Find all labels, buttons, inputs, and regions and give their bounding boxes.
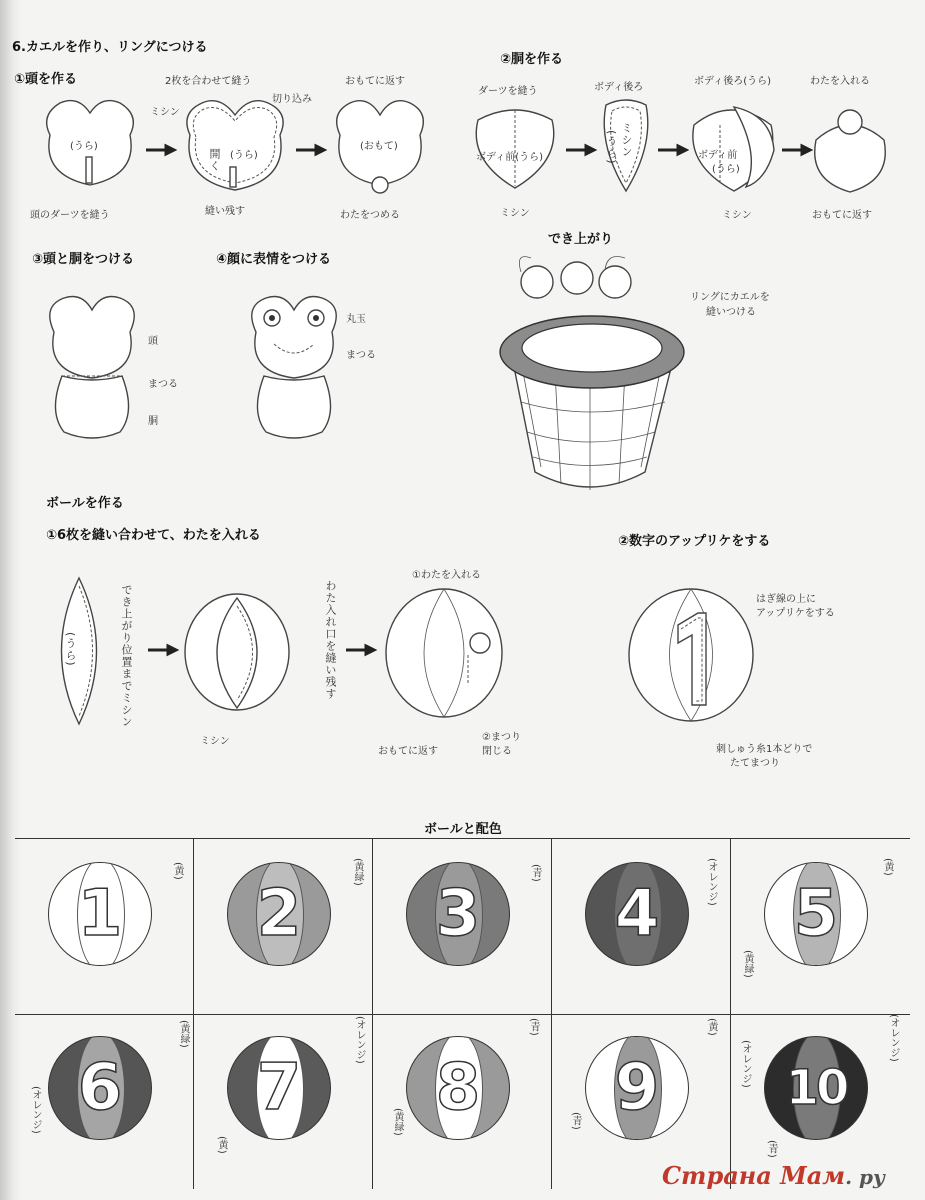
arrow-right-icon <box>148 645 178 655</box>
ball-color-label: (オレンジ) <box>740 1040 751 1088</box>
body-back-ura-label: ボディ後ろ(うら) <box>694 76 772 87</box>
ball-color-label: (黄緑) <box>352 858 363 886</box>
ball-color-label: (黄) <box>882 858 893 876</box>
body-front-label: ボディ前(うら) <box>476 152 544 163</box>
arrow-right-icon <box>782 145 812 155</box>
ball-applique-illustration <box>626 585 756 725</box>
ball-4 <box>585 862 689 966</box>
kirikomi-label: 切り込み <box>272 94 312 105</box>
head-ura-label-2: (うら) <box>230 150 258 161</box>
applique-note-2: アップリケをする <box>756 608 835 619</box>
ball-number: 9 <box>614 1051 660 1125</box>
ball-5 <box>764 862 868 966</box>
ball-color-label: (黄) <box>216 1136 227 1154</box>
matsuri-label-1: ②まつり <box>482 732 521 743</box>
dekiagari-title: でき上がり <box>548 232 614 247</box>
ball-panel-illustration <box>44 576 114 726</box>
ball-number: 7 <box>256 1051 302 1125</box>
head-body-join-illustration <box>42 292 142 442</box>
ball-color-label: (オレンジ) <box>888 1014 899 1062</box>
wata-tsumeru-label: わたをつめる <box>340 210 400 221</box>
ball-color-label: (黄) <box>172 862 183 880</box>
step1-title: ①頭を作る <box>14 72 78 87</box>
body-ura-label: (うら) <box>605 130 618 165</box>
embroider-note-1: 刺しゅう糸1本どりで <box>716 744 813 755</box>
ball-title: ボールを作る <box>46 496 124 511</box>
body-mishin-label-2: ミシン <box>722 210 752 221</box>
ball-color-label: (黄緑) <box>742 950 753 978</box>
hiraku-label: 開く <box>208 148 221 172</box>
body-mishin-label-1: ミシン <box>500 208 530 219</box>
ball-color-label: (黄緑) <box>392 1108 403 1136</box>
body-dart-label: ダーツを縫う <box>478 86 538 97</box>
ball-step2-title: ②数字のアップリケをする <box>618 534 771 549</box>
ball-color-label: (青) <box>530 864 541 882</box>
head-sewn-illustration <box>180 95 290 195</box>
ball-color-label: (黄緑) <box>178 1020 189 1048</box>
ball-omote-ni-kaesu-label: おもてに返す <box>378 746 438 757</box>
matsuri-label-2: 閉じる <box>482 746 512 757</box>
marudama-label: 丸玉 <box>346 314 366 325</box>
arrow-right-icon <box>658 145 688 155</box>
arrow-right-icon <box>566 145 596 155</box>
ball-number: 10 <box>785 1060 847 1116</box>
ball-7 <box>227 1036 331 1140</box>
applique-note-1: はぎ線の上に <box>756 594 816 605</box>
ball-number: 4 <box>614 877 660 951</box>
wata-iriguchi-label: わた入れ口を縫い残す <box>324 580 337 700</box>
ball-color-label: (青) <box>570 1112 581 1130</box>
ball-color-label: (黄) <box>706 1018 717 1036</box>
finished-ring-illustration <box>495 252 695 502</box>
ball-6 <box>48 1036 152 1140</box>
watermark-text: Страна Мам <box>661 1161 846 1190</box>
ball-color-label: (オレンジ) <box>30 1086 41 1134</box>
ball-number: 8 <box>435 1051 481 1125</box>
body-front-illustration <box>470 100 560 190</box>
two-sheets-label: 2枚を合わせて縫う <box>165 76 252 87</box>
body-omote-illustration <box>810 100 890 195</box>
omote-label: (おもて) <box>360 141 398 152</box>
step4-title: ④顔に表情をつける <box>216 252 332 267</box>
ball-step1-title: ①6枚を縫い合わせて、わたを入れる <box>46 528 261 543</box>
embroider-note-2: たてまつり <box>730 758 780 769</box>
ring-note-1: リングにカエルを <box>690 292 770 303</box>
ball-color-label: (青) <box>766 1140 777 1158</box>
atama-label: 頭 <box>148 336 158 347</box>
ball-10 <box>764 1036 868 1140</box>
body-ura-label-2: (うら) <box>712 164 740 175</box>
ball-number: 2 <box>256 877 302 951</box>
ball-8 <box>406 1036 510 1140</box>
body-omote-ni-kaesu-label: おもてに返す <box>812 210 872 221</box>
body-back-label: ボディ後ろ <box>594 82 644 93</box>
ball-2 <box>227 862 331 966</box>
ball-9 <box>585 1036 689 1140</box>
arrow-right-icon <box>296 145 326 155</box>
ball-panel-ura-label: (うら) <box>64 632 77 667</box>
arrow-right-icon <box>146 145 176 155</box>
do-label: 胴 <box>148 416 158 427</box>
colors-table-title: ボールと配色 <box>424 822 502 837</box>
matsuru-label: まつる <box>148 379 178 390</box>
mishin-label: ミシン <box>150 107 180 118</box>
ball-1 <box>48 862 152 966</box>
head-ura-label: (うら) <box>70 141 98 152</box>
ball-omote-illustration <box>384 585 504 720</box>
ball-color-label: (オレンジ) <box>706 858 717 906</box>
arrow-right-icon <box>346 645 376 655</box>
omote-ni-kaesu-label: おもてに返す <box>345 76 405 87</box>
section-title: 6.カエルを作り、リングにつける <box>12 40 208 55</box>
frog-face-illustration <box>244 292 344 442</box>
watermark <box>662 1161 885 1190</box>
head-dart-label: 頭のダーツを縫う <box>30 210 110 221</box>
face-matsuru-label: まつる <box>346 350 376 361</box>
body-mishin-ura-label: ミシン <box>620 122 633 158</box>
ball-mishin-label: ミシン <box>200 736 230 747</box>
nuinokosu-label: 縫い残す <box>205 206 245 217</box>
ball-number: 3 <box>435 877 481 951</box>
body-sewn-illustration <box>686 95 781 195</box>
ball-number: 1 <box>77 877 123 951</box>
ball-sewn-illustration <box>182 590 292 715</box>
body-front-label-2: ボディ前 <box>698 150 738 161</box>
wata-ireru-label: わたを入れる <box>810 76 870 87</box>
dekiagari-ichi-label: でき上がり位置までミシン <box>120 584 133 728</box>
step2-title: ②胴を作る <box>500 52 564 67</box>
ring-note-2: 縫いつける <box>706 307 756 318</box>
ball-number: 6 <box>77 1051 123 1125</box>
step3-title: ③頭と胴をつける <box>32 252 135 267</box>
watermark-suffix: . ру <box>845 1165 885 1189</box>
ball-number: 5 <box>793 877 839 951</box>
wata-ireru-step-label: ①わたを入れる <box>412 570 481 581</box>
ball-color-label: (オレンジ) <box>354 1016 365 1064</box>
ball-color-label: (青) <box>528 1018 539 1036</box>
ball-3 <box>406 862 510 966</box>
